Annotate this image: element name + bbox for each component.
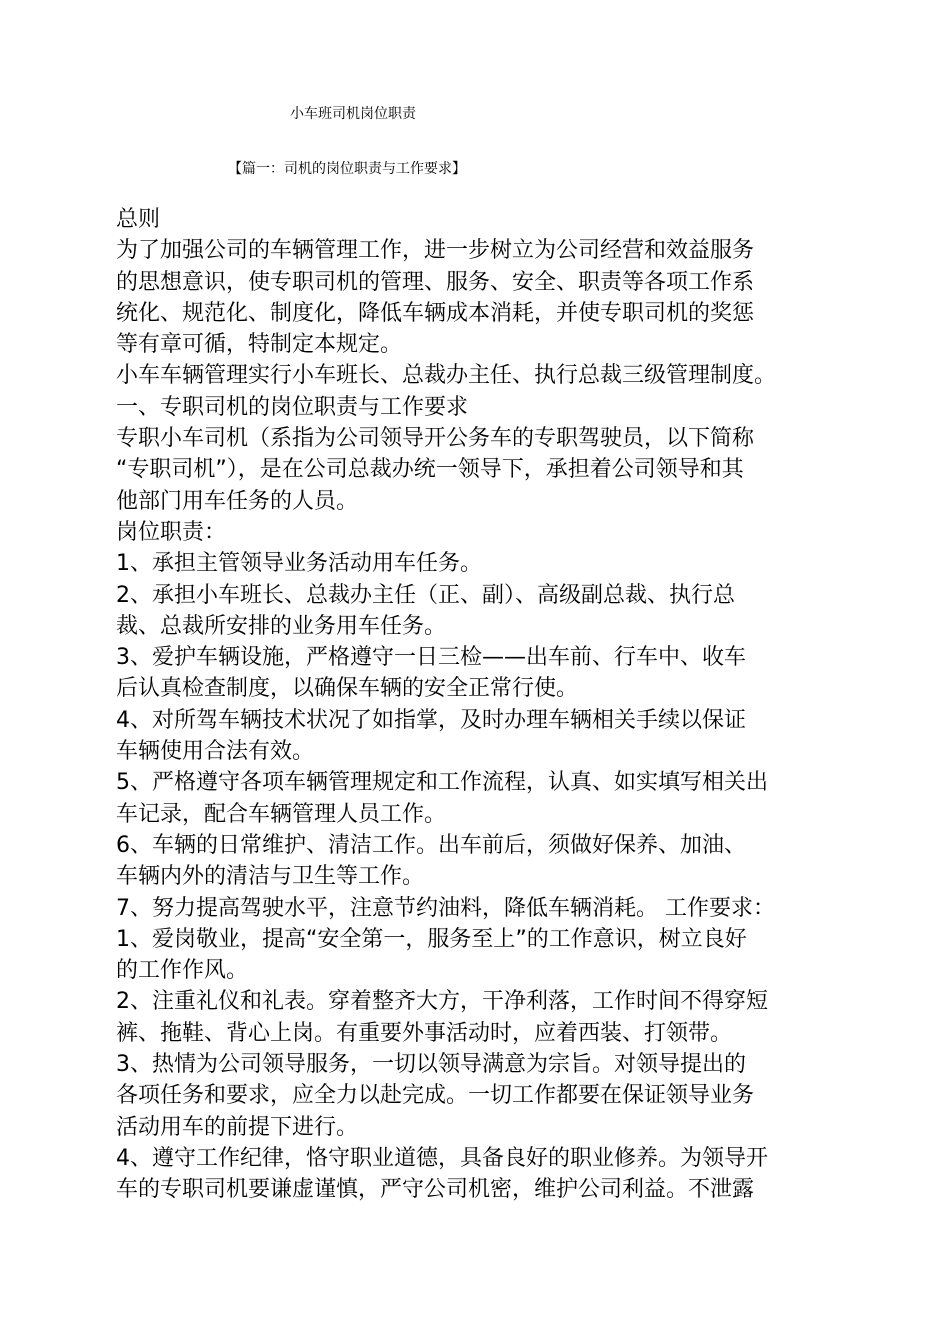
document-subtitle: 【篇一：司机的岗位职责与工作要求】 bbox=[228, 161, 466, 177]
body-line: 岗位职责： bbox=[116, 519, 227, 545]
body-line: 活动用车的前提下进行。 bbox=[116, 1114, 359, 1140]
body-line: 裁、总裁所安排的业务用车任务。 bbox=[116, 613, 447, 639]
body-line: 2、注重礼仪和礼表。穿着整齐大方，干净利落，工作时间不得穿短 bbox=[116, 989, 768, 1015]
body-line: 4、对所驾车辆技术状况了如指掌，及时办理车辆相关手续以保证 bbox=[116, 707, 746, 733]
body-line: 他部门用车任务的人员。 bbox=[116, 488, 359, 514]
body-line: 小车车辆管理实行小车班长、总裁办主任、执行总裁三级管理制度。 bbox=[116, 363, 777, 389]
body-line: 裤、拖鞋、背心上岗。有重要外事活动时，应着西装、打领带。 bbox=[116, 1020, 733, 1046]
body-line: 4、遵守工作纪律，恪守职业道德，具备良好的职业修养。为领导开 bbox=[116, 1145, 768, 1171]
body-line: 各项任务和要求，应全力以赴完成。一切工作都要在保证领导业务 bbox=[116, 1083, 755, 1109]
body-line: 3、热情为公司领导服务，一切以领导满意为宗旨。对领导提出的 bbox=[116, 1052, 746, 1078]
body-line: 的工作作风。 bbox=[116, 958, 249, 984]
body-line: 后认真检查制度，以确保车辆的安全正常行使。 bbox=[116, 676, 579, 702]
body-line: 7、努力提高驾驶水平，注意节约油料，降低车辆消耗。 工作要求： bbox=[116, 895, 775, 921]
body-line: 3、爱护车辆设施，严格遵守一日三检——出车前、行车中、收车 bbox=[116, 645, 746, 671]
body-line: 车的专职司机要谦虚谨慎，严守公司机密，维护公司利益。不泄露 bbox=[116, 1177, 755, 1203]
body-line: 1、爱岗敬业，提高“安全第一，服务至上”的工作意识，树立良好 bbox=[116, 926, 747, 952]
body-line: 5、严格遵守各项车辆管理规定和工作流程，认真、如实填写相关出 bbox=[116, 770, 768, 796]
document-title: 小车班司机岗位职责 bbox=[290, 106, 416, 122]
body-line: 为了加强公司的车辆管理工作，进一步树立为公司经营和效益服务 bbox=[116, 238, 755, 264]
body-line: 统化、规范化、制度化，降低车辆成本消耗，并使专职司机的奖惩 bbox=[116, 300, 755, 326]
body-line: 专职小车司机（系指为公司领导开公务车的专职驾驶员，以下简称 bbox=[116, 426, 755, 452]
body-line: 一、专职司机的岗位职责与工作要求 bbox=[116, 394, 469, 420]
body-line: 等有章可循，特制定本规定。 bbox=[116, 332, 403, 358]
document-body bbox=[116, 204, 856, 1206]
body-line: 车辆使用合法有效。 bbox=[116, 739, 315, 765]
body-line: 1、承担主管领导业务活动用车任务。 bbox=[116, 551, 482, 577]
body-line: 2、承担小车班长、总裁办主任（正、副）、高级副总裁、执行总 bbox=[116, 582, 735, 608]
body-line: 车辆内外的清洁与卫生等工作。 bbox=[116, 864, 425, 890]
body-line: 6、车辆的日常维护、清洁工作。出车前后，须做好保养、加油、 bbox=[116, 832, 746, 858]
body-line: 总则 bbox=[116, 207, 161, 232]
body-line: 的思想意识，使专职司机的管理、服务、安全、职责等各项工作系 bbox=[116, 269, 755, 295]
body-line: 车记录，配合车辆管理人员工作。 bbox=[116, 801, 447, 827]
body-line: “专职司机”），是在公司总裁办统一领导下，承担着公司领导和其 bbox=[116, 457, 744, 483]
